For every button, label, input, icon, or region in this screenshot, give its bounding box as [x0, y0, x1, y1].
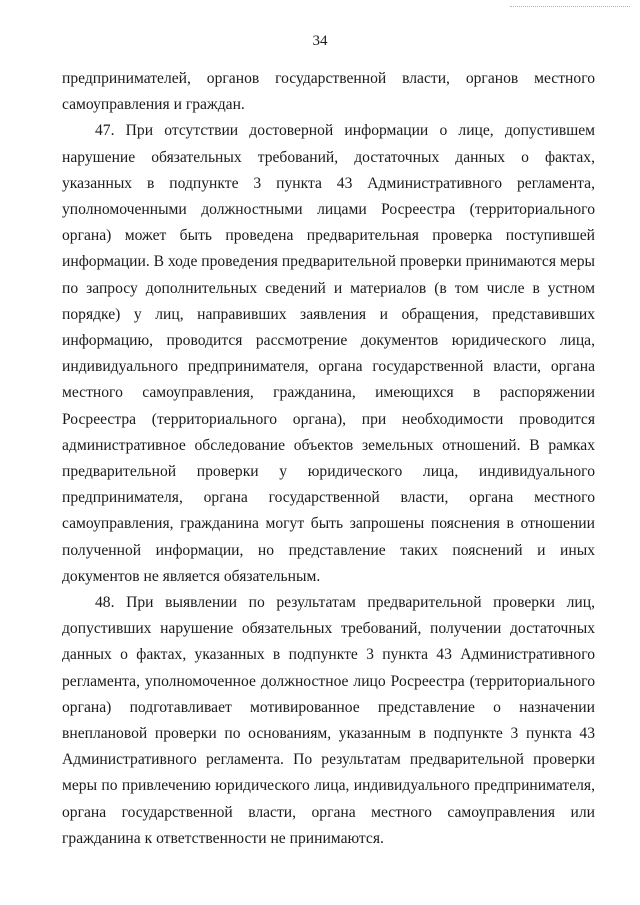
body-text [62, 66, 595, 852]
paragraph-48: 48. При выявлении по результатам предварительной проверки лиц, допустивших нарушение обязательных требований, получении достаточных данных о фактах, указанных в подпункте 3 пункта 43 Административного регламента, уполномоченное должностное лицо Росреестра (территориального органа) подготавливает мотивированное представление о назначении внеплановой проверки по основаниям, указанным в подпункте 3 пункта 43 Административного регламента. По результатам предварительной проверки меры по привлечению юридического лица, индивидуального предпринимателя, органа государственной власти, органа местного самоуправления или гражданина к ответственности не принимаются. [62, 594, 595, 847]
paragraph-47: 47. При отсутствии достоверной информации о лице, допустившем нарушение обязательных требований, достаточных данных о фактах, указанных в подпункте 3 пункта 43 Административного регламента, уполномоченными должностными лицами Росреестра (территориального органа) может быть проведена предварительная проверка поступившей информации. В ходе проведения предварительной проверки принимаются меры по запросу дополнительных сведений и материалов (в том числе в устном порядке) у лиц, направивших заявления и обращения, представивших информацию, проводится рассмотрение документов юридического лица, индивидуального предпринимателя, органа государственной власти, органа местного самоуправления, гражданина, имеющихся в распоряжении Росреестра (территориального органа), при необходимости проводится административное обследование объектов земельных отношений. В рамках предварительной проверки у юридического лица, индивидуального предпринимателя, органа государственной власти, органа местного самоуправления, гражданина могут быть запрошены пояснения в отношении полученной информации, но представление таких пояснений и иных документов не является обязательным. [62, 122, 595, 585]
scan-artifact-line [510, 6, 630, 13]
page-number: 34 [312, 33, 328, 49]
paragraph-continued: предпринимателей, органов государственной власти, органов местного самоуправления и граждан. [62, 70, 595, 114]
